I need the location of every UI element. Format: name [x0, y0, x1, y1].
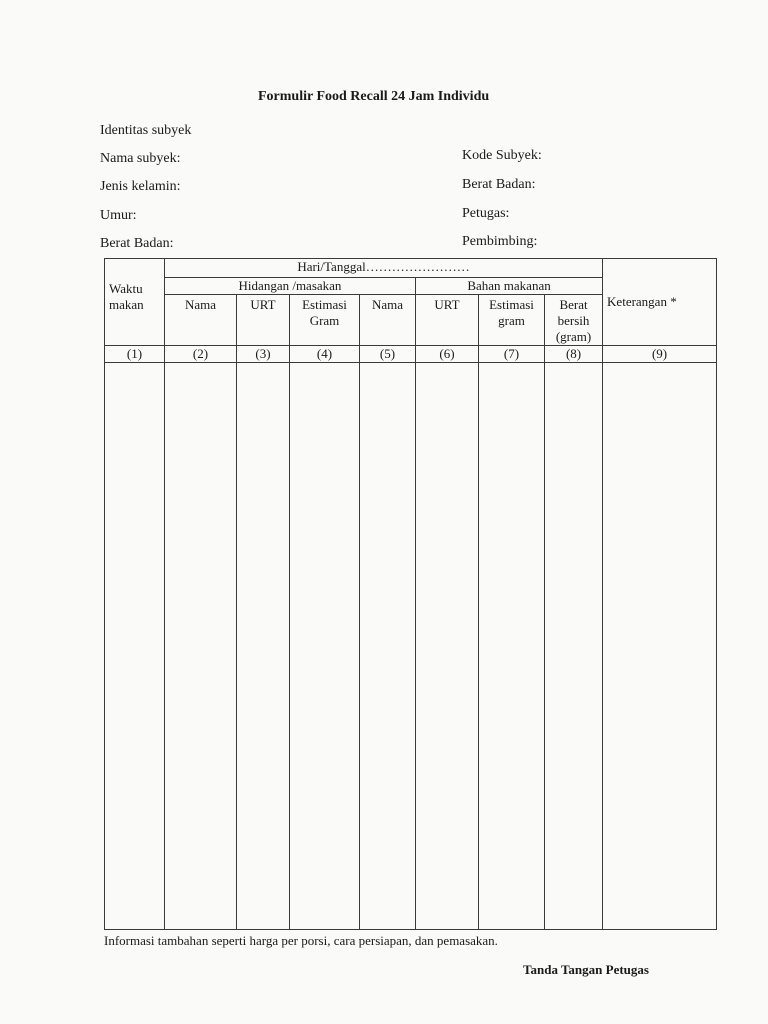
col-berat-bersih: Berat bersih (gram) [545, 295, 603, 346]
col-number: (8) [545, 346, 603, 363]
table-cell-empty [290, 363, 360, 930]
group-bahan: Bahan makanan [416, 278, 603, 295]
signature-label: Tanda Tangan Petugas [523, 962, 649, 977]
table-cell-empty [105, 363, 165, 930]
col-number: (2) [165, 346, 237, 363]
field-petugas: Petugas: [462, 206, 510, 221]
section-label: Identitas subyek [100, 123, 192, 138]
field-umur: Umur: [100, 208, 137, 223]
col-number: (7) [479, 346, 545, 363]
footer-note: Informasi tambahan seperti harga per porsi, cara persiapan, dan pemasakan. [104, 933, 498, 948]
col-nama-bahan: Nama [360, 295, 416, 346]
col-number: (4) [290, 346, 360, 363]
field-berat-badan-right: Berat Badan: [462, 177, 536, 192]
form-title: Formulir Food Recall 24 Jam Individu [258, 89, 490, 104]
col-number: (5) [360, 346, 416, 363]
col-estimasi-gram-hidangan: Estimasi Gram [290, 295, 360, 346]
col-waktu-makan: Waktu makan [105, 259, 165, 346]
col-nama-hidangan: Nama [165, 295, 237, 346]
col-number: (3) [237, 346, 290, 363]
field-kode-subyek: Kode Subyek: [462, 148, 542, 163]
table-cell-empty [165, 363, 237, 930]
table-cell-empty [603, 363, 717, 930]
group-hidangan: Hidangan /masakan [165, 278, 416, 295]
table-cell-empty [416, 363, 479, 930]
col-urt-hidangan: URT [237, 295, 290, 346]
col-number: (1) [105, 346, 165, 363]
field-nama-subyek: Nama subyek: [100, 151, 181, 166]
food-recall-table [104, 258, 717, 930]
table-cell-empty [479, 363, 545, 930]
col-number: (6) [416, 346, 479, 363]
day-header: Hari/Tanggal…………………… [165, 259, 603, 278]
col-urt-bahan: URT [416, 295, 479, 346]
field-berat-badan: Berat Badan: [100, 236, 174, 251]
field-pembimbing: Pembimbing: [462, 234, 538, 249]
table-cell-empty [237, 363, 290, 930]
field-jenis-kelamin: Jenis kelamin: [100, 179, 181, 194]
table-cell-empty [545, 363, 603, 930]
table-cell-empty [360, 363, 416, 930]
col-number: (9) [603, 346, 717, 363]
col-keterangan: Keterangan * [603, 259, 717, 346]
col-estimasi-gram-bahan: Estimasi gram [479, 295, 545, 346]
